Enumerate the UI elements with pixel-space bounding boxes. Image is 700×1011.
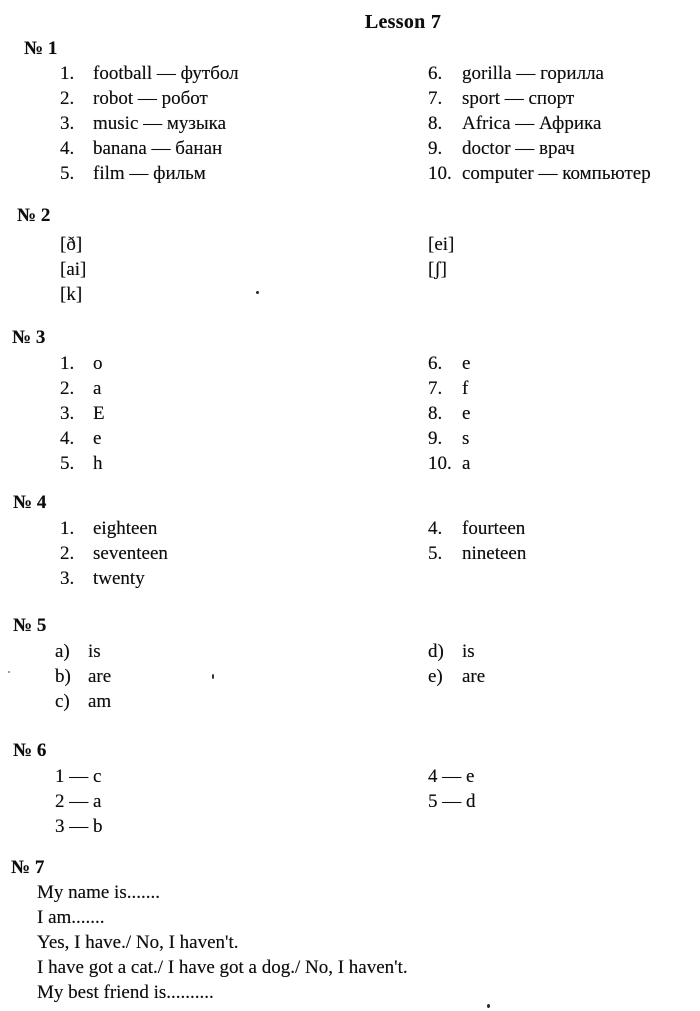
item-text: am	[88, 691, 112, 712]
item-letter: c)	[55, 691, 70, 712]
section-5	[0, 615, 700, 714]
list-item	[60, 451, 700, 476]
section-4-list	[0, 516, 700, 591]
scan-speck	[212, 674, 214, 679]
section-5-left-column	[55, 639, 700, 714]
section-6-left-column	[55, 764, 700, 839]
section-2	[0, 205, 700, 307]
section-6	[0, 740, 700, 839]
section-2-list	[0, 232, 700, 307]
list-item	[428, 541, 526, 566]
item-number: 8.	[428, 403, 443, 424]
list-item	[60, 426, 700, 451]
item-text: s	[462, 428, 470, 449]
item-number: 9.	[428, 138, 443, 159]
transcription-item: [ai]	[60, 259, 87, 280]
item-number: 3.	[60, 403, 75, 424]
list-item	[428, 111, 651, 136]
item-number: 2.	[60, 378, 75, 399]
item-number: 8.	[428, 113, 443, 134]
match-pair: 2 — a	[55, 791, 102, 812]
item-text: f	[462, 378, 469, 399]
item-text: e	[462, 403, 471, 424]
list-item	[428, 86, 651, 111]
list-item	[428, 401, 470, 426]
section-1-list	[0, 61, 700, 186]
item-text: eighteen	[93, 518, 158, 539]
answer-line: Yes, I have./ No, I haven't.	[37, 932, 239, 953]
item-text: are	[88, 666, 112, 687]
item-text: banana — банан	[93, 138, 223, 159]
section-3-header: № 3	[12, 327, 46, 348]
item-number: 4.	[428, 518, 443, 539]
item-number: 7.	[428, 88, 443, 109]
item-letter: e)	[428, 666, 443, 687]
item-number: 1.	[60, 518, 75, 539]
list-item	[428, 61, 651, 86]
item-text: Africa — Африка	[462, 113, 602, 134]
item-number: 6.	[428, 353, 443, 374]
item-text: computer — компьютер	[462, 163, 651, 184]
section-3-right-column	[428, 351, 470, 476]
section-2-right-column	[428, 232, 454, 282]
answer-line: I have got a cat./ I have got a dog./ No, I haven't.	[37, 957, 408, 978]
item-number: 10.	[428, 163, 452, 184]
item-number: 1.	[60, 353, 75, 374]
item-text: music — музыка	[93, 113, 227, 134]
scan-speck	[487, 1004, 490, 1008]
item-number: 5.	[428, 543, 443, 564]
match-pair: 1 — c	[55, 766, 102, 787]
section-5-header: № 5	[13, 615, 47, 636]
section-1	[0, 38, 700, 186]
list-item	[428, 161, 651, 186]
scan-speck	[256, 291, 259, 294]
transcription-item: [ʃ]	[428, 259, 447, 280]
item-number: 5.	[60, 163, 75, 184]
match-pair: 4 — e	[428, 766, 475, 787]
item-text: a	[93, 378, 102, 399]
list-item	[60, 351, 700, 376]
item-text: football — футбол	[93, 63, 239, 84]
list-item	[55, 639, 700, 664]
match-pair: 5 — d	[428, 791, 476, 812]
answer-line: My name is.......	[37, 882, 160, 903]
item-number: 7.	[428, 378, 443, 399]
item-number: 2.	[60, 88, 75, 109]
item-text: twenty	[93, 568, 145, 589]
list-item	[428, 426, 470, 451]
scan-speck	[8, 671, 10, 673]
item-text: seventeen	[93, 543, 168, 564]
section-2-left-column	[60, 232, 700, 307]
item-text: E	[93, 403, 105, 424]
section-5-right-column	[428, 639, 485, 689]
list-item	[428, 664, 485, 689]
section-1-header: № 1	[24, 38, 58, 59]
transcription-item: [k]	[60, 284, 83, 305]
section-4-header: № 4	[13, 492, 47, 513]
item-text: gorilla — горилла	[462, 63, 604, 84]
section-4-right-column	[428, 516, 526, 566]
list-item	[60, 401, 700, 426]
item-text: o	[93, 353, 103, 374]
section-5-list	[0, 639, 700, 714]
list-item	[60, 376, 700, 401]
list-item	[428, 351, 470, 376]
answer-line: My best friend is..........	[37, 982, 214, 1003]
item-number: 3.	[60, 568, 75, 589]
list-item	[60, 516, 700, 541]
item-text: are	[462, 666, 486, 687]
item-text: a	[462, 453, 471, 474]
item-number: 10.	[428, 453, 452, 474]
item-number: 4.	[60, 428, 75, 449]
item-number: 4.	[60, 138, 75, 159]
list-item	[60, 566, 700, 591]
section-7	[0, 857, 700, 1005]
item-text: is	[88, 641, 101, 662]
item-number: 3.	[60, 113, 75, 134]
item-text: doctor — врач	[462, 138, 575, 159]
section-4-left-column	[60, 516, 700, 591]
list-item	[60, 541, 700, 566]
list-item	[428, 136, 651, 161]
transcription-item: [ð]	[60, 234, 83, 255]
section-2-header: № 2	[17, 205, 51, 226]
list-item	[428, 376, 470, 401]
item-number: 5.	[60, 453, 75, 474]
answer-line: I am.......	[37, 907, 105, 928]
item-number: 9.	[428, 428, 443, 449]
item-letter: a)	[55, 641, 70, 662]
section-7-header: № 7	[11, 857, 45, 878]
item-text: sport — спорт	[462, 88, 575, 109]
page-title: Lesson 7	[364, 11, 442, 33]
item-letter: d)	[428, 641, 444, 662]
list-item	[55, 689, 700, 714]
section-6-header: № 6	[13, 740, 47, 761]
item-text: h	[93, 453, 103, 474]
item-text: e	[93, 428, 102, 449]
section-7-lines	[37, 880, 700, 1005]
section-1-right-column	[428, 61, 651, 186]
item-text: is	[462, 641, 475, 662]
list-item	[428, 451, 470, 476]
transcription-item: [ei]	[428, 234, 455, 255]
item-number: 6.	[428, 63, 443, 84]
section-4	[0, 492, 700, 591]
section-6-right-column	[428, 764, 476, 814]
section-3	[0, 327, 700, 476]
list-item	[428, 516, 526, 541]
item-text: nineteen	[462, 543, 527, 564]
item-text: e	[462, 353, 471, 374]
list-item	[55, 664, 700, 689]
match-pair: 3 — b	[55, 816, 103, 837]
item-number: 2.	[60, 543, 75, 564]
list-item	[428, 639, 485, 664]
section-3-left-column	[60, 351, 700, 476]
section-3-list	[0, 351, 700, 476]
item-letter: b)	[55, 666, 71, 687]
section-6-list	[0, 764, 700, 839]
item-number: 1.	[60, 63, 75, 84]
item-text: film — фильм	[93, 163, 206, 184]
item-text: fourteen	[462, 518, 526, 539]
item-text: robot — робот	[93, 88, 208, 109]
